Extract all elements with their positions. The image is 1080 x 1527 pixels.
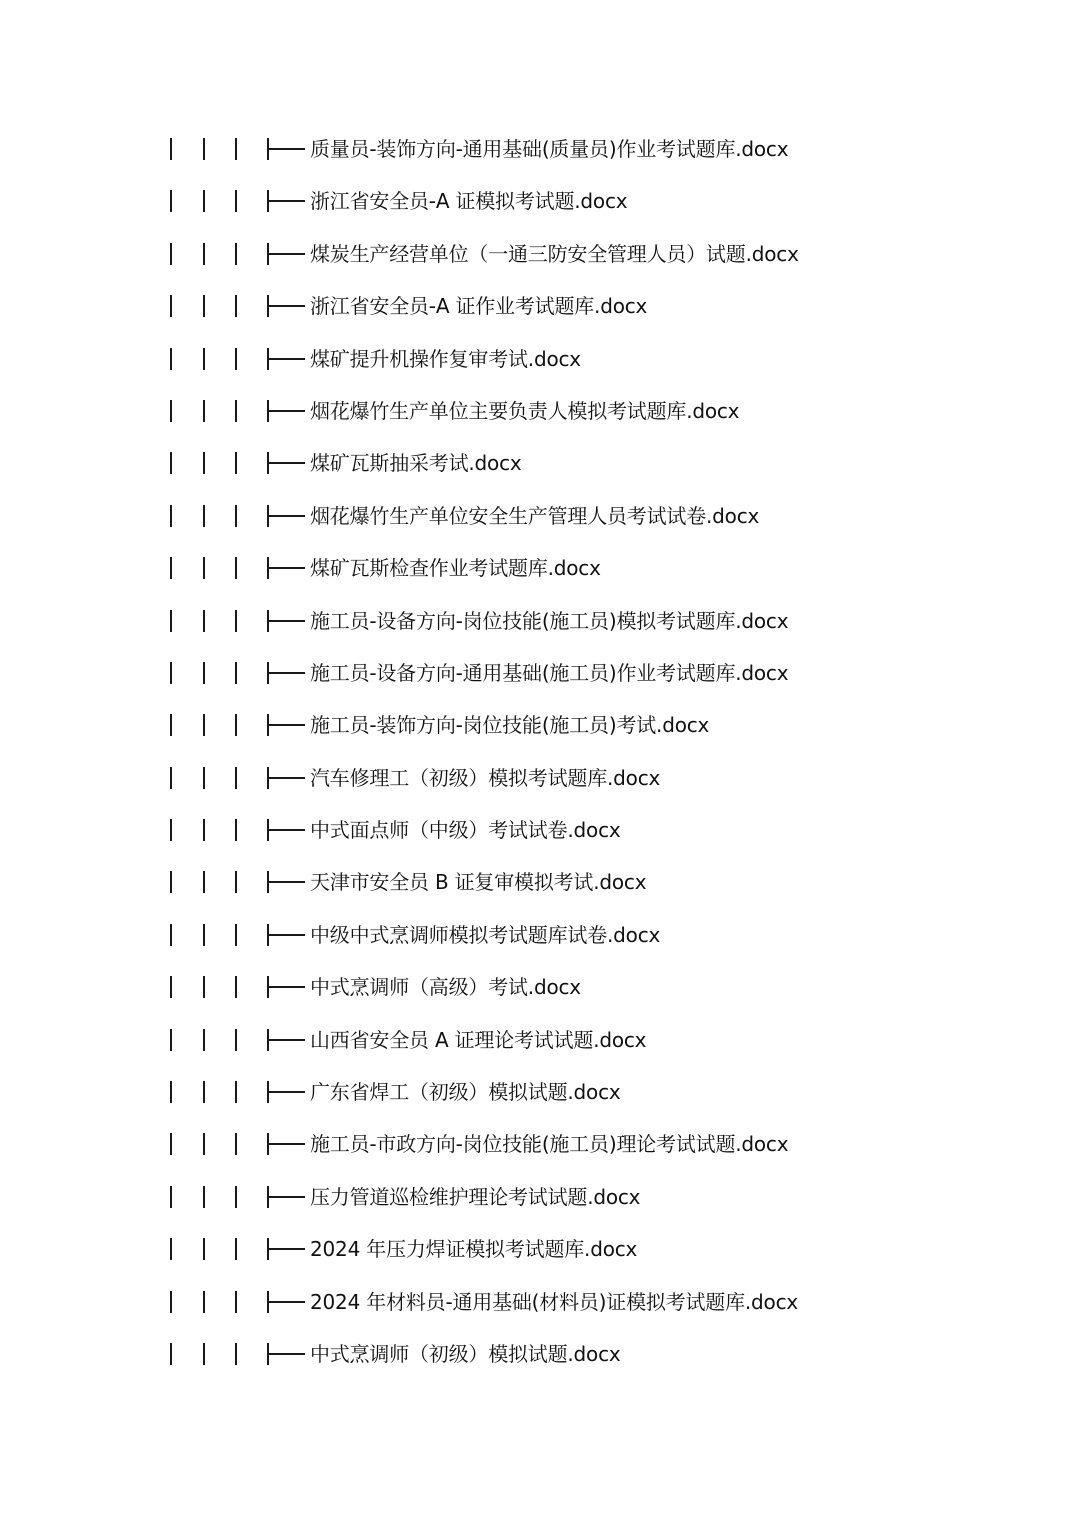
tree-pipe <box>170 1081 172 1103</box>
file-name: 烟花爆竹生产单位主要负责人模拟考试题库.docx <box>310 398 740 423</box>
tree-pipe <box>203 662 205 684</box>
file-name: 施工员-市政方向-岗位技能(施工员)理论考试试题.docx <box>310 1132 789 1157</box>
tree-branch-connector <box>267 1291 307 1313</box>
tree-branch-connector <box>267 452 307 474</box>
file-tree-row <box>160 803 1020 855</box>
file-tree-row <box>160 1013 1020 1065</box>
tree-pipe <box>203 924 205 946</box>
file-tree-row <box>160 436 1020 488</box>
file-tree-row <box>160 332 1020 384</box>
file-tree-row <box>160 384 1020 436</box>
tree-pipe <box>235 1133 237 1155</box>
tree-pipe <box>235 505 237 527</box>
file-name: 压力管道巡检维护理论考试试题.docx <box>310 1184 641 1209</box>
file-name: 2024 年材料员-通用基础(材料员)证模拟考试题库.docx <box>310 1289 798 1314</box>
tree-pipe <box>203 557 205 579</box>
file-tree-row <box>160 855 1020 907</box>
tree-branch-connector <box>267 243 307 265</box>
tree-branch-connector <box>267 662 307 684</box>
tree-pipe <box>203 871 205 893</box>
tree-pipe <box>235 1238 237 1260</box>
tree-branch-connector <box>267 348 307 370</box>
file-name: 浙江省安全员-A 证作业考试题库.docx <box>310 294 648 319</box>
tree-pipe <box>203 767 205 789</box>
file-name: 施工员-装饰方向-岗位技能(施工员)考试.docx <box>310 713 710 738</box>
tree-pipe <box>235 662 237 684</box>
tree-pipe <box>235 1081 237 1103</box>
tree-branch-connector <box>267 190 307 212</box>
tree-pipe <box>235 1343 237 1365</box>
tree-branch-connector <box>267 1029 307 1051</box>
tree-pipe <box>203 348 205 370</box>
tree-pipe <box>235 557 237 579</box>
tree-pipe <box>235 871 237 893</box>
tree-pipe <box>170 1291 172 1313</box>
file-name: 烟花爆竹生产单位安全生产管理人员考试试卷.docx <box>310 503 760 528</box>
file-tree-row <box>160 489 1020 541</box>
tree-pipe <box>235 1291 237 1313</box>
tree-pipe <box>235 190 237 212</box>
file-name: 山西省安全员 A 证理论考试试题.docx <box>310 1027 647 1052</box>
file-name: 煤炭生产经营单位（一通三防安全管理人员）试题.docx <box>310 241 799 266</box>
tree-branch-connector <box>267 138 307 160</box>
file-tree-row <box>160 594 1020 646</box>
tree-pipe <box>170 1343 172 1365</box>
tree-pipe <box>235 610 237 632</box>
tree-pipe <box>170 767 172 789</box>
tree-branch-connector <box>267 610 307 632</box>
tree-pipe <box>170 190 172 212</box>
tree-branch-connector <box>267 976 307 998</box>
tree-branch-connector <box>267 1343 307 1365</box>
tree-branch-connector <box>267 1186 307 1208</box>
file-name: 中式烹调师（高级）考试.docx <box>310 975 581 1000</box>
file-name: 浙江省安全员-A 证模拟考试题.docx <box>310 189 628 214</box>
tree-pipe <box>235 138 237 160</box>
file-name: 施工员-设备方向-岗位技能(施工员)模拟考试题库.docx <box>310 608 789 633</box>
tree-branch-connector <box>267 1081 307 1103</box>
tree-pipe <box>170 400 172 422</box>
tree-pipe <box>203 610 205 632</box>
tree-pipe <box>203 1133 205 1155</box>
file-name: 施工员-设备方向-通用基础(施工员)作业考试题库.docx <box>310 660 789 685</box>
tree-branch-connector <box>267 819 307 841</box>
tree-pipe <box>203 1343 205 1365</box>
file-name: 中级中式烹调师模拟考试题库试卷.docx <box>310 922 661 947</box>
file-tree-row <box>160 227 1020 279</box>
file-name: 汽车修理工（初级）模拟考试题库.docx <box>310 765 661 790</box>
file-name: 2024 年压力焊证模拟考试题库.docx <box>310 1237 638 1262</box>
tree-pipe <box>235 400 237 422</box>
tree-pipe <box>170 924 172 946</box>
file-tree-row <box>160 541 1020 593</box>
tree-branch-connector <box>267 400 307 422</box>
tree-pipe <box>235 819 237 841</box>
tree-pipe <box>170 1238 172 1260</box>
tree-pipe <box>203 714 205 736</box>
tree-pipe <box>203 452 205 474</box>
file-tree-row <box>160 908 1020 960</box>
tree-pipe <box>170 138 172 160</box>
tree-pipe <box>170 243 172 265</box>
file-tree-row <box>160 1065 1020 1117</box>
tree-pipe <box>170 348 172 370</box>
tree-pipe <box>170 505 172 527</box>
tree-pipe <box>170 871 172 893</box>
tree-pipe <box>203 295 205 317</box>
tree-pipe <box>235 452 237 474</box>
file-name: 天津市安全员 B 证复审模拟考试.docx <box>310 870 647 895</box>
file-tree-row <box>160 174 1020 226</box>
file-tree-row <box>160 960 1020 1012</box>
tree-branch-connector <box>267 767 307 789</box>
file-tree-row <box>160 1117 1020 1169</box>
tree-pipe <box>235 976 237 998</box>
tree-pipe <box>203 976 205 998</box>
tree-pipe <box>170 976 172 998</box>
tree-pipe <box>203 400 205 422</box>
file-tree-row <box>160 1222 1020 1274</box>
tree-pipe <box>203 819 205 841</box>
file-tree-row <box>160 1275 1020 1327</box>
tree-pipe <box>203 138 205 160</box>
file-tree-row <box>160 279 1020 331</box>
tree-branch-connector <box>267 557 307 579</box>
tree-branch-connector <box>267 924 307 946</box>
tree-pipe <box>170 1186 172 1208</box>
tree-pipe <box>235 924 237 946</box>
tree-pipe <box>203 1186 205 1208</box>
tree-pipe <box>235 348 237 370</box>
file-name: 广东省焊工（初级）模拟试题.docx <box>310 1080 621 1105</box>
tree-pipe <box>235 1029 237 1051</box>
tree-branch-connector <box>267 1238 307 1260</box>
file-tree-row <box>160 646 1020 698</box>
tree-pipe <box>235 243 237 265</box>
tree-pipe <box>203 190 205 212</box>
tree-pipe <box>203 1029 205 1051</box>
tree-pipe <box>170 714 172 736</box>
tree-pipe <box>170 1029 172 1051</box>
tree-pipe <box>170 452 172 474</box>
tree-pipe <box>203 505 205 527</box>
tree-pipe <box>235 714 237 736</box>
tree-branch-connector <box>267 1133 307 1155</box>
file-tree-row <box>160 751 1020 803</box>
tree-branch-connector <box>267 871 307 893</box>
file-name: 煤矿瓦斯检查作业考试题库.docx <box>310 556 601 581</box>
tree-branch-connector <box>267 505 307 527</box>
tree-pipe <box>170 295 172 317</box>
tree-branch-connector <box>267 714 307 736</box>
tree-pipe <box>235 1186 237 1208</box>
file-name: 煤矿提升机操作复审考试.docx <box>310 346 581 371</box>
file-tree-list <box>160 122 1020 1379</box>
tree-pipe <box>203 1081 205 1103</box>
tree-pipe <box>170 557 172 579</box>
tree-pipe <box>235 295 237 317</box>
file-name: 中式烹调师（初级）模拟试题.docx <box>310 1341 621 1366</box>
tree-branch-connector <box>267 295 307 317</box>
tree-pipe <box>170 1133 172 1155</box>
file-tree-row <box>160 1170 1020 1222</box>
file-tree-row <box>160 698 1020 750</box>
tree-pipe <box>235 767 237 789</box>
tree-pipe <box>203 1238 205 1260</box>
tree-pipe <box>170 610 172 632</box>
file-name: 中式面点师（中级）考试试卷.docx <box>310 818 621 843</box>
tree-pipe <box>170 819 172 841</box>
file-name: 煤矿瓦斯抽采考试.docx <box>310 451 522 476</box>
file-tree-row <box>160 122 1020 174</box>
file-name: 质量员-装饰方向-通用基础(质量员)作业考试题库.docx <box>310 137 789 161</box>
tree-pipe <box>203 1291 205 1313</box>
tree-pipe <box>170 662 172 684</box>
file-tree-row <box>160 1327 1020 1379</box>
tree-pipe <box>203 243 205 265</box>
